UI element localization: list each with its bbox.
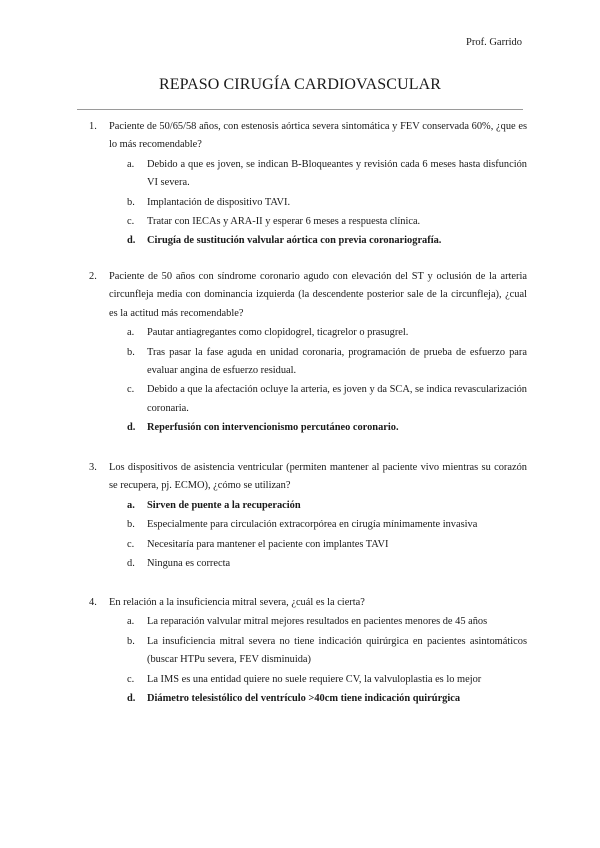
question-stem: Los dispositivos de asistencia ventricular (permiten mantener al paciente vivo mientras su corazón se recupera, pj. ECMO), ¿cómo se utilizan? bbox=[109, 462, 527, 492]
option-text: Cirugía de sustitución valvular aórtica con previa coronariografía. bbox=[147, 235, 442, 247]
option-a bbox=[109, 324, 527, 342]
option-c bbox=[109, 671, 527, 689]
option-letter: c. bbox=[127, 384, 135, 396]
option-c bbox=[109, 381, 527, 418]
option-text: Tratar con IECAs y ARA-II y esperar 6 meses a respuesta clínica. bbox=[147, 216, 421, 228]
option-text: Sirven de puente a la recuperación bbox=[147, 499, 301, 511]
question-stem: Paciente de 50/65/58 años, con estenosis aórtica severa sintomática y FEV conservada 60%, ¿que es lo más recomendable? bbox=[109, 121, 527, 151]
option-c bbox=[109, 536, 527, 554]
option-d bbox=[109, 555, 527, 573]
option-letter: d. bbox=[127, 558, 135, 570]
option-letter: b. bbox=[127, 196, 135, 208]
option-text: Especialmente para circulación extracorpórea en cirugía mínimamente invasiva bbox=[147, 519, 478, 531]
option-letter: b. bbox=[127, 519, 135, 531]
option-b bbox=[109, 344, 527, 381]
option-letter: c. bbox=[127, 538, 135, 550]
option-letter: c. bbox=[127, 673, 135, 685]
option-d-correct bbox=[109, 419, 527, 437]
option-text: Implantación de dispositivo TAVI. bbox=[147, 196, 291, 208]
question-stem: En relación a la insuficiencia mitral severa, ¿cuál es la cierta? bbox=[109, 597, 365, 608]
option-text: Tras pasar la fase aguda en unidad coronaria, programación de prueba de esfuerzo para evaluar angina de esfuerzo residual. bbox=[147, 346, 527, 377]
option-b bbox=[109, 194, 527, 212]
option-text: Reperfusión con intervencionismo percutáneo coronario. bbox=[147, 422, 399, 434]
option-d-correct bbox=[109, 690, 527, 708]
page-title: REPASO CIRUGÍA CARDIOVASCULAR bbox=[158, 76, 442, 93]
question-number: 3. bbox=[89, 462, 97, 473]
option-text: Pautar antiagregantes como clopidogrel, ticagrelor o prasugrel. bbox=[147, 327, 409, 339]
question-1 bbox=[89, 118, 527, 251]
option-letter: a. bbox=[127, 616, 135, 628]
option-letter: a. bbox=[127, 327, 135, 339]
option-text: Debido a que la afectación ocluye la arteria, es joven y da SCA, se indica revascularización coronaria. bbox=[147, 384, 527, 414]
option-a-correct bbox=[109, 497, 527, 515]
question-2 bbox=[89, 268, 527, 438]
option-b bbox=[109, 633, 527, 670]
option-text: La insuficiencia mitral severa no tiene indicación quirúrgica en pacientes asintomáticos (buscar HTPu severa, FEV disminuida) bbox=[147, 635, 527, 666]
option-text: La IMS es una entidad quiere no suele requiere CV, la valvuloplastia es lo mejor bbox=[147, 673, 482, 685]
option-text: La reparación valvular mitral mejores resultados en pacientes menores de 45 años bbox=[147, 616, 488, 628]
option-letter: a. bbox=[127, 499, 135, 511]
question-3 bbox=[89, 459, 527, 573]
option-d-correct bbox=[109, 232, 527, 250]
question-number: 2. bbox=[89, 271, 97, 282]
option-text: Necesitaría para mantener el paciente con implantes TAVI bbox=[147, 538, 389, 550]
option-text: Debido a que es joven, se indican B-Bloqueantes y revisión cada 6 meses hasta disfunción VI severa. bbox=[147, 158, 527, 189]
question-number: 1. bbox=[89, 121, 97, 132]
question-4 bbox=[89, 594, 527, 708]
question-stem: Paciente de 50 años con síndrome coronario agudo con elevación del ST y oclusión de la arteria circunfleja media con dominancia izquierda (la descendente posterior sale de la circunfleja), ¿cual es la actitud más recomendable? bbox=[109, 271, 527, 319]
option-b bbox=[109, 516, 527, 534]
option-letter: c. bbox=[127, 216, 135, 228]
option-a bbox=[109, 156, 527, 193]
option-letter: a. bbox=[127, 158, 135, 170]
option-letter: d. bbox=[127, 235, 136, 247]
option-letter: b. bbox=[127, 346, 135, 358]
option-letter: b. bbox=[127, 635, 135, 647]
option-letter: d. bbox=[127, 422, 136, 434]
option-a bbox=[109, 613, 527, 631]
option-c bbox=[109, 213, 527, 231]
title-divider bbox=[77, 109, 523, 110]
author-name: Prof. Garrido bbox=[466, 37, 522, 48]
question-number: 4. bbox=[89, 597, 97, 608]
option-text: Ninguna es correcta bbox=[147, 558, 231, 570]
option-text: Diámetro telesistólico del ventrículo >40cm tiene indicación quirúrgica bbox=[147, 693, 461, 705]
option-letter: d. bbox=[127, 693, 136, 705]
